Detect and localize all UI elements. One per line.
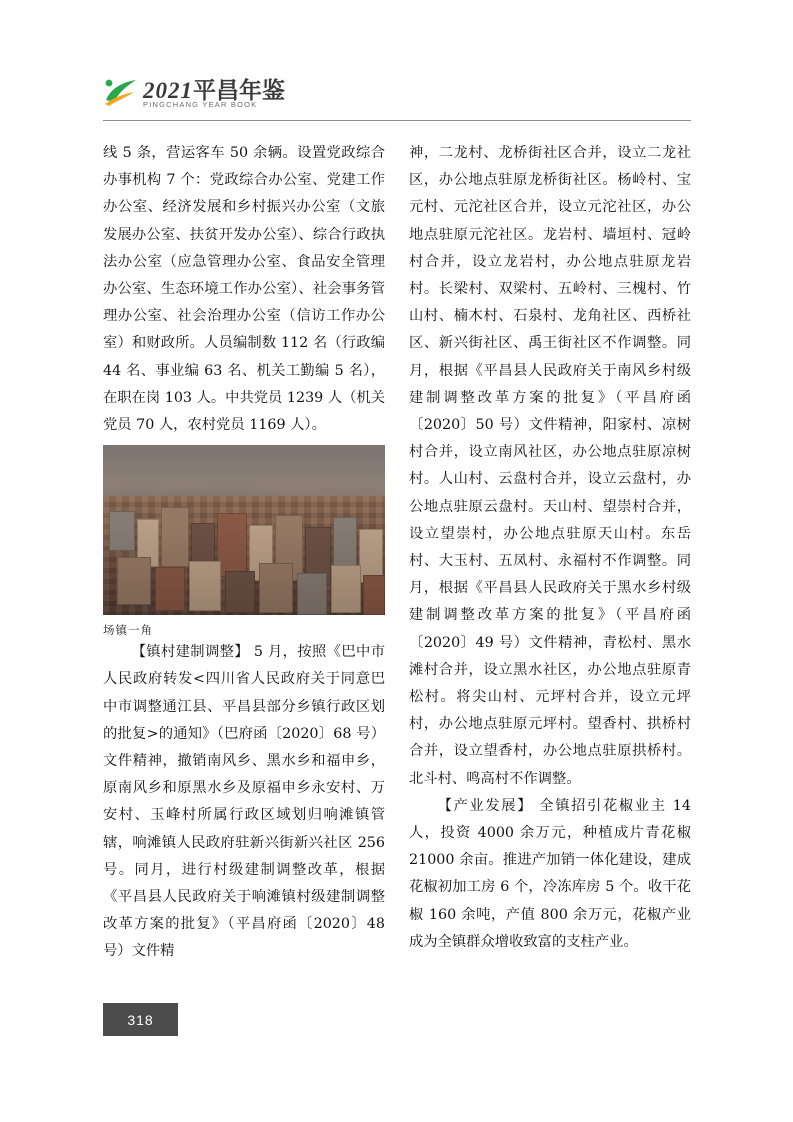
right-text-column [409,140,691,956]
masthead-subtitle: PINGCHANG YEAR BOOK [143,100,258,109]
header-divider [103,120,691,121]
paragraph: 【镇村建制调整】 5 月，按照《巴中市人民政府转发<四川省人民政府关于同意巴中市调整通江县、平昌县部分乡镇行政区划的批复>的通知》（巴府函〔2020〕68 号）文件精神，撤销南风乡、黑水乡和福申乡，原南风乡和原黑水乡及原福申乡永安村、万安村、玉峰村所属行政区域划归响滩镇管辖，响滩镇人民政府驻新兴街新兴社区 256 号。同月，进行村级建制调整改革，根据《平昌县人民政府关于响滩镇村级建制调整改革方案的批复》（平昌府函〔2020〕48 号）文件精 [103,644,385,960]
leaf-swoosh-logo-icon [103,74,139,108]
town-aerial-photo [103,445,385,615]
left-text-column [103,140,385,966]
masthead [103,72,403,118]
page-number: 318 [103,1003,178,1036]
masthead-year: 2021 [143,78,193,103]
figure-caption: 场镇一角 [103,623,153,638]
paragraph: 神，二龙村、龙桥街社区合并，设立二龙社区，办公地点驻原龙桥街社区。杨岭村、宝元村、元沱社区合并，设立元沱社区，办公地点驻原元沱社区。龙岩村、墙垣村、冠岭村合并，设立龙岩村，办公地点驻原龙岩村。长梁村、双梁村、五岭村、三槐村、竹山村、楠木村、石泉村、龙角社区、西桥社区、新兴街社区、禹王街社区不作调整。同月，根据《平昌县人民政府关于南风乡村级建制调整改革方案的批复》（平昌府函〔2020〕50 号）文件精神，阳家村、凉树村合并，设立南风社区，办公地点驻原凉树村。人山村、云盘村合并，设立云盘村，办公地点驻原云盘村。天山村、望崇村合并，设立望崇村，办公地点驻原天山村。东岳村、大玉村、五凤村、永福村不作调整。同月，根据《平昌县人民政府关于黑水乡村级建制调整改革方案的批复》（平昌府函〔2020〕49 号）文件精神，青松村、黑水滩村合并，设立黑水社区，办公地点驻原青松村。将尖山村、元坪村合并，设立元坪村，办公地点驻原元坪村。望香村、拱桥村合并，设立望香村，办公地点驻原拱桥村。北斗村、鸣高村不作调整。 [409,145,691,787]
masthead-title-cn: 平昌年鉴 [193,77,285,104]
figure [103,445,385,639]
paragraph: 线 5 条，营运客车 50 余辆。设置党政综合办事机构 7 个：党政综合办公室、党建工作办公室、经济发展和乡村振兴办公室（文旅发展办公室、扶贫开发办公室）、综合行政执法办公室（应急管理办公室、食品安全管理办公室、生态环境工作办公室）、社会事务管理办公室、社会治理办公室（信访工作办公室）和财政所。人员编制数 112 名（行政编 44 名、事业编 63 名、机关工勤编 5 名），在职在岗 103 人。中共党员 1239 人（机关党员 70 人，农村党员 1169 人）。 [103,145,386,434]
paragraph: 【产业发展】 全镇招引花椒业主 14 人，投资 4000 余万元，种植成片青花椒 21000 余亩。推进产加销一体化建设，建成花椒初加工房 6 个，冷冻库房 5 个。收干花椒 160 余吨，产值 800 余万元，花椒产业成为全镇群众增收致富的支柱产业。 [409,797,691,950]
